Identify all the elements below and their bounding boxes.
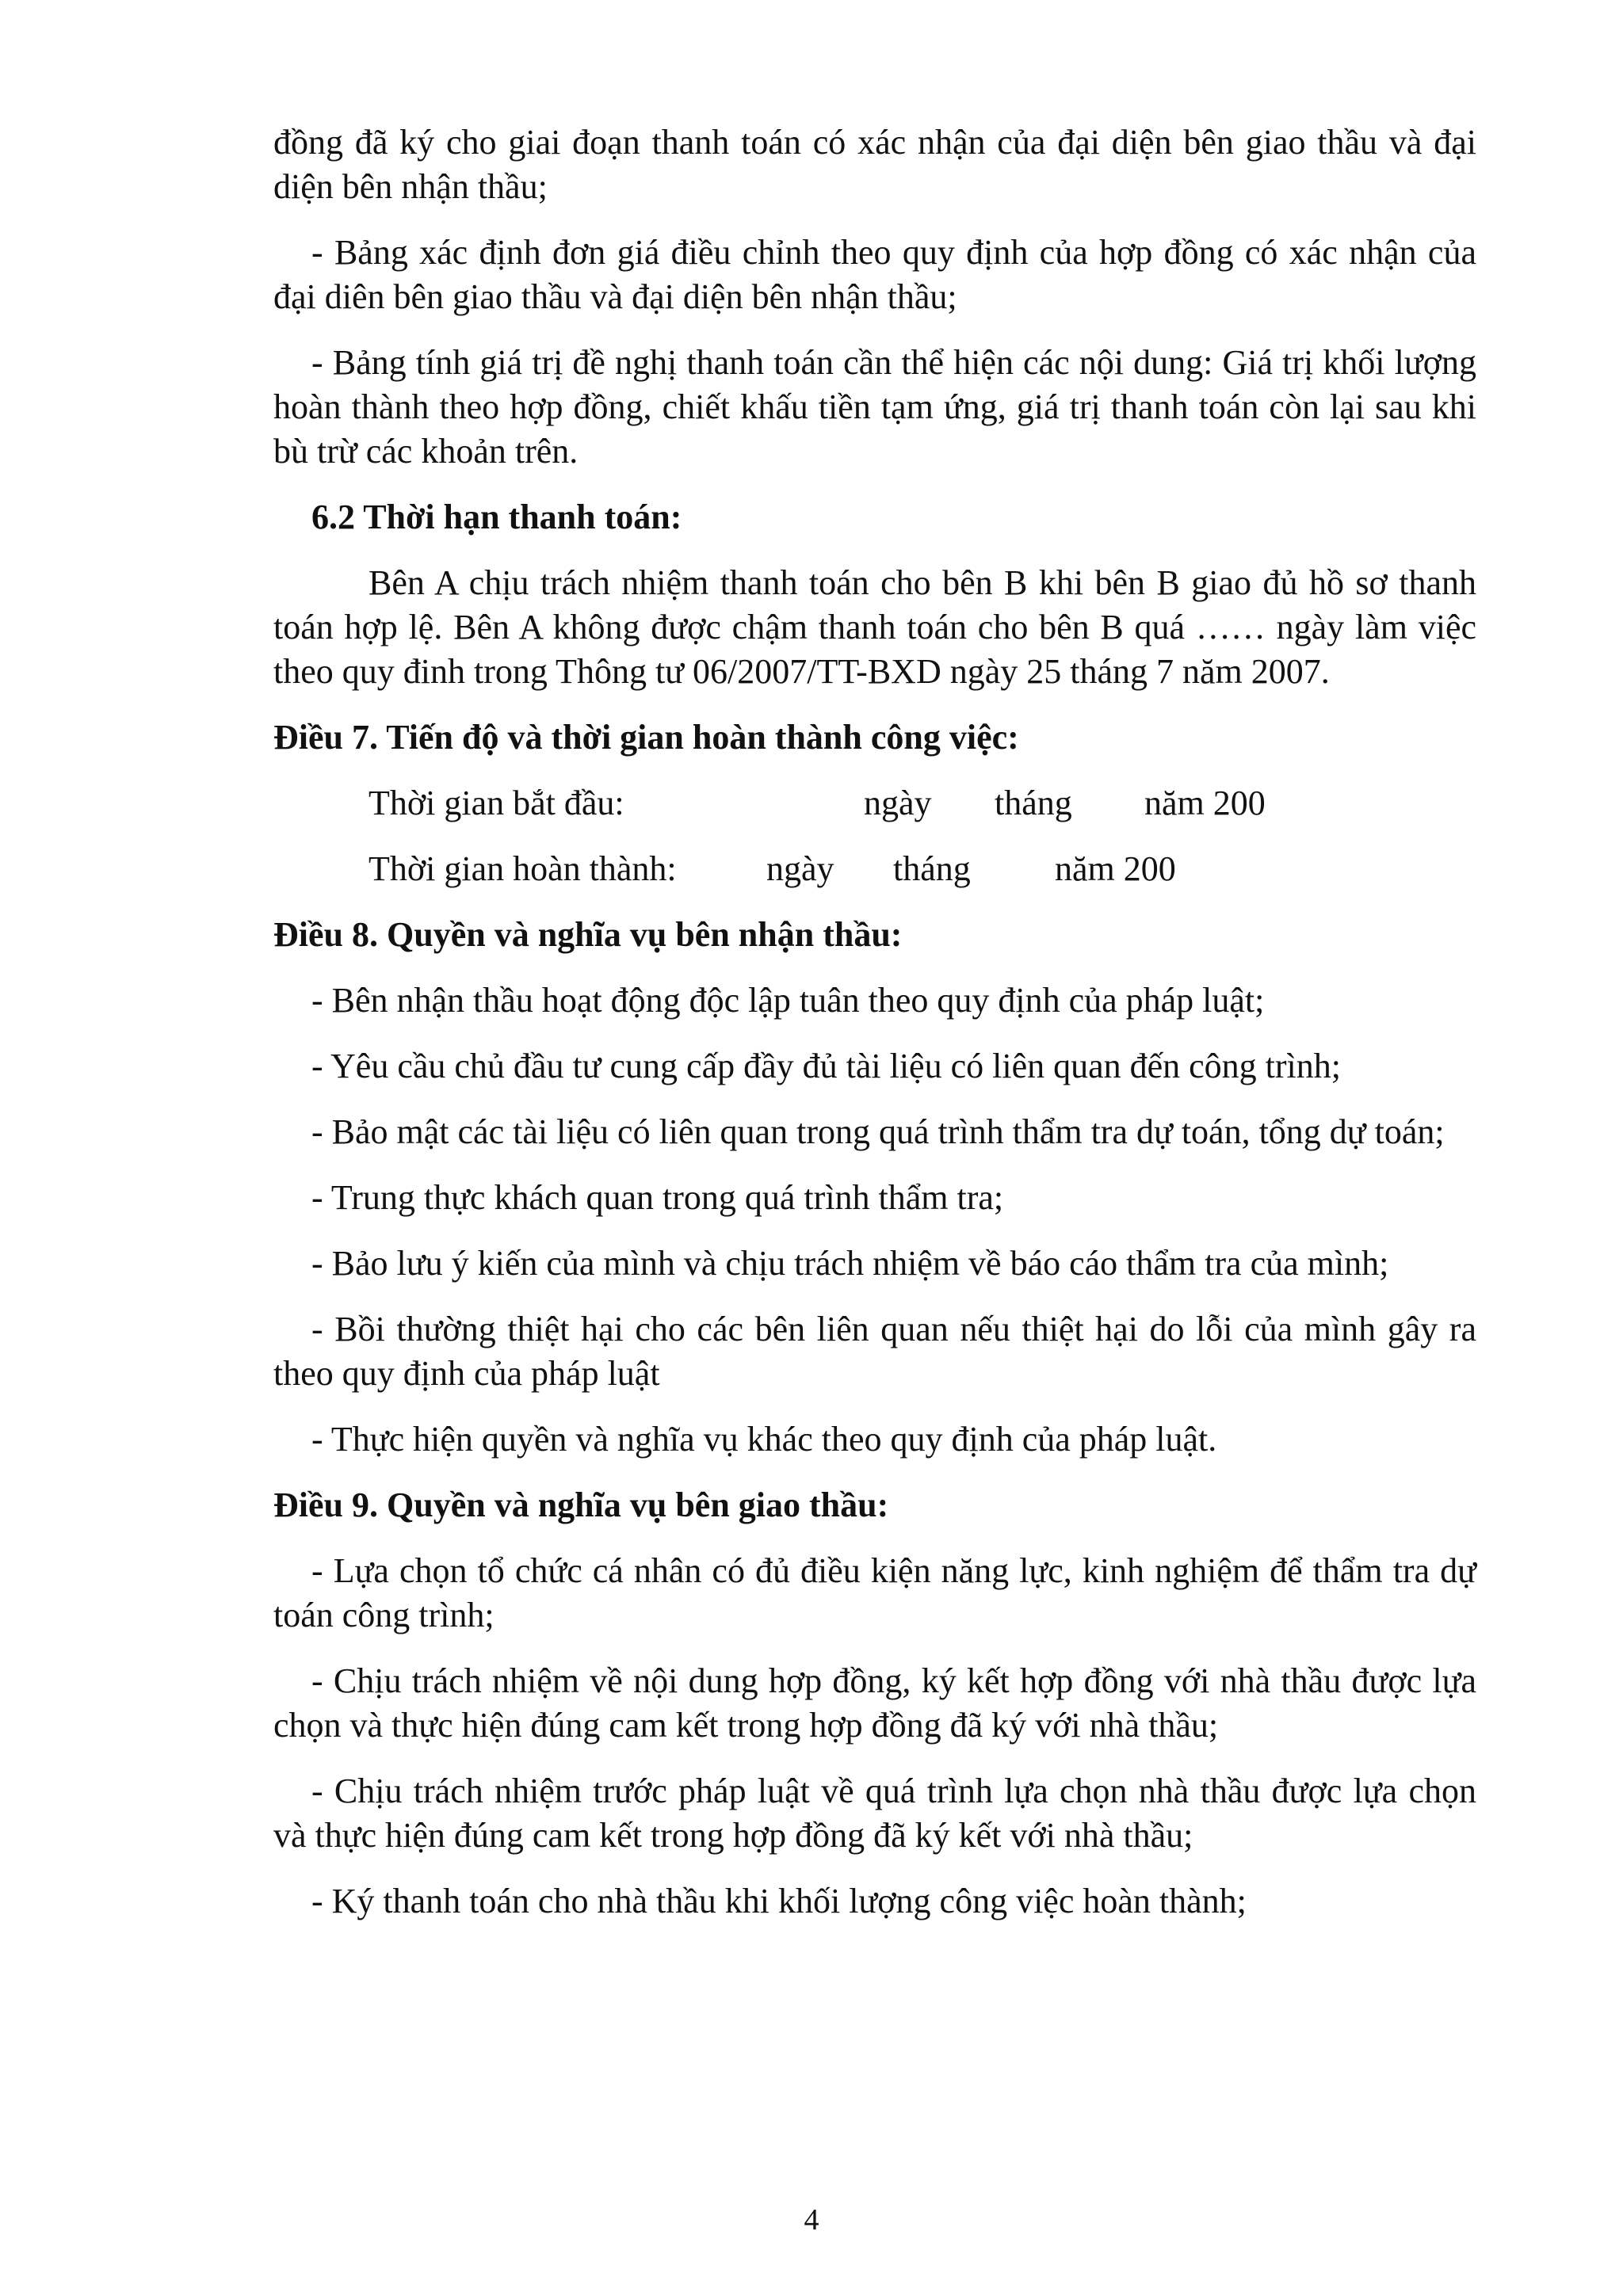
start-month: tháng xyxy=(995,784,1072,822)
paragraph-payment-value-table: - Bảng tính giá trị đề nghị thanh toán cần thể hiện các nội dung: Giá trị khối lượng hoàn thành theo hợp đồng, chiết khấu tiền tạm ứng, giá trị thanh toán còn lại sau khi bù trừ các khoản trên. xyxy=(273,343,1476,471)
article-8-item: - Bảo lưu ý kiến của mình và chịu trách nhiệm về báo cáo thẩm tra của mình; xyxy=(311,1244,1389,1283)
article-9-item: - Chịu trách nhiệm về nội dung hợp đồng, ký kết hợp đồng với nhà thầu được lựa chọn và thực hiện đúng cam kết trong hợp đồng đã ký với nhà thầu; xyxy=(273,1661,1476,1745)
heading-6-2: 6.2 Thời hạn thanh toán: xyxy=(311,498,682,536)
article-8-item: - Yêu cầu chủ đầu tư cung cấp đầy đủ tài liệu có liên quan đến công trình; xyxy=(311,1047,1342,1085)
paragraph-price-adjustment: - Bảng xác định đơn giá điều chỉnh theo quy định của hợp đồng có xác nhận của đại diên bên giao thầu và đại diện bên nhận thầu; xyxy=(273,233,1476,316)
end-month: tháng xyxy=(893,849,971,888)
article-9-item: - Chịu trách nhiệm trước pháp luật về quá trình lựa chọn nhà thầu được lựa chọn và thực hiện đúng cam kết trong hợp đồng đã ký kết với nhà thầu; xyxy=(273,1772,1476,1855)
start-time-label: Thời gian bắt đầu: xyxy=(369,784,624,822)
paragraph-continuation: đồng đã ký cho giai đoạn thanh toán có xác nhận của đại diện bên giao thầu và đại diện bên nhận thầu; xyxy=(273,123,1476,206)
end-time-label: Thời gian hoàn thành: xyxy=(369,849,677,888)
article-9-item: - Ký thanh toán cho nhà thầu khi khối lượng công việc hoàn thành; xyxy=(311,1882,1247,1920)
start-year: năm 200 xyxy=(1144,784,1266,822)
article-8-item: - Bên nhận thầu hoạt động độc lập tuân theo quy định của pháp luật; xyxy=(311,981,1265,1020)
article-9-item: - Lựa chọn tổ chức cá nhân có đủ điều kiện năng lực, kinh nghiệm để thẩm tra dự toán công trình; xyxy=(273,1551,1476,1634)
end-year: năm 200 xyxy=(1055,849,1176,888)
page-number: 4 xyxy=(804,2203,819,2237)
heading-article-9: Điều 9. Quyền và nghĩa vụ bên giao thầu: xyxy=(273,1486,889,1524)
article-8-item: - Bảo mật các tài liệu có liên quan trong quá trình thẩm tra dự toán, tổng dự toán; xyxy=(311,1112,1445,1151)
heading-article-8: Điều 8. Quyền và nghĩa vụ bên nhận thầu: xyxy=(273,915,903,954)
article-8-item: - Trung thực khách quan trong quá trình thẩm tra; xyxy=(311,1178,1004,1217)
paragraph-payment-term: Bên A chịu trách nhiệm thanh toán cho bên B khi bên B giao đủ hồ sơ thanh toán hợp lệ. Bên A không được chậm thanh toán cho bên B quá …… ngày làm việc theo quy đinh trong Thông tư 06/2007/TT-BXD ngày 25 tháng 7 năm 2007. xyxy=(273,563,1476,691)
end-time-row xyxy=(273,847,1476,891)
end-day: ngày xyxy=(766,849,834,888)
article-8-item: - Bồi thường thiệt hại cho các bên liên quan nếu thiệt hại do lỗi của mình gây ra theo quy định của pháp luật xyxy=(273,1310,1476,1393)
start-day: ngày xyxy=(864,784,932,822)
article-8-item: - Thực hiện quyền và nghĩa vụ khác theo quy định của pháp luật. xyxy=(311,1420,1217,1459)
start-time-row xyxy=(273,781,1476,826)
heading-article-7: Điều 7. Tiến độ và thời gian hoàn thành công việc: xyxy=(273,718,1019,757)
page-content xyxy=(273,120,1476,1945)
